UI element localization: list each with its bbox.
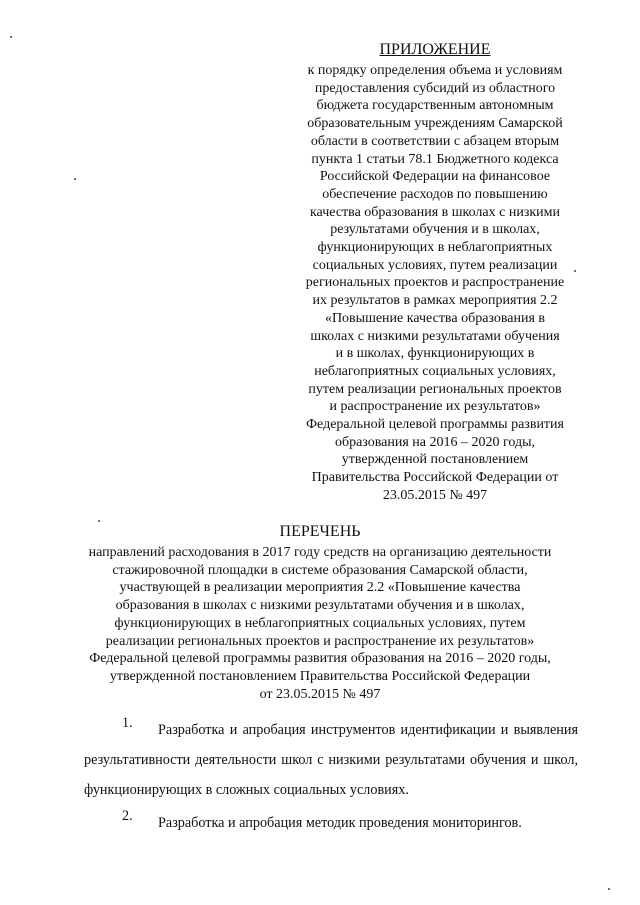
appendix-line: предоставления субсидий из областного <box>314 80 556 96</box>
appendix-line: образовательным учреждениям Самарской <box>307 116 563 132</box>
scan-speck <box>98 520 100 522</box>
list-item <box>84 808 578 838</box>
list-title-line: стажировочной площадки в системе образования Самарской области, <box>112 562 528 578</box>
appendix-line: пункта 1 статьи 78.1 Бюджетного кодекса <box>311 151 559 167</box>
appendix-line: и в школах, функционирующих в <box>335 346 535 362</box>
appendix-line: результатами обучения и в школах, <box>330 222 540 238</box>
appendix-line: утвержденной постановлением <box>341 452 529 468</box>
list-title-line: функционирующих в неблагоприятных социальных условиях, путем <box>114 615 526 631</box>
list-item-number: 2. <box>122 808 133 824</box>
list-title-line: направлений расходования в 2017 году средств на организацию деятельности <box>88 545 552 560</box>
appendix-line: Российской Федерации на финансовое <box>319 169 551 185</box>
appendix-line: неблагоприятных социальных условиях, <box>314 363 556 379</box>
appendix-line: образования на 2016 – 2020 годы, <box>334 434 536 450</box>
list-title-line: образования в школах с низкими результатами обучения и в школах, <box>115 598 525 614</box>
list-item-number: 1. <box>122 715 133 731</box>
appendix-line: социальных условиях, путем реализации <box>312 257 558 273</box>
list-title-heading: ПЕРЕЧЕНЬ <box>279 523 361 540</box>
list-title-line: Федеральной целевой программы развития образования на 2016 – 2020 годы, <box>89 651 551 667</box>
list-item-text: Разработка и апробация инструментов идентификации и выявления результативности деятельности школ с низкими результатами обучения и школ, функционирующих в сложных социальных условиях. <box>84 722 578 798</box>
scan-speck <box>574 270 576 272</box>
appendix-line: области в соответствии с абзацем вторым <box>310 133 560 149</box>
list-title-line: от 23.05.2015 № 497 <box>259 686 381 702</box>
list-item <box>84 715 578 805</box>
appendix-heading: ПРИЛОЖЕНИЕ <box>379 41 491 58</box>
appendix-line: Правительства Российской Федерации от <box>311 470 559 486</box>
appendix-line: бюджета государственным автономным <box>316 98 554 114</box>
directions-list <box>84 715 578 838</box>
appendix-line: к порядку определения объема и условиям <box>307 63 563 78</box>
appendix-line: путем реализации региональных проектов <box>308 381 562 397</box>
appendix-line: качества образования в школах с низкими <box>309 204 561 220</box>
appendix-line: Федеральной целевой программы развития <box>305 417 564 433</box>
appendix-line: региональных проектов и распространение <box>305 275 565 291</box>
appendix-block <box>290 40 580 505</box>
list-item-text: Разработка и апробация методик проведения мониторингов. <box>158 815 522 831</box>
list-title-block <box>70 522 570 703</box>
appendix-line: и распространение их результатов» <box>329 399 541 415</box>
scan-speck <box>10 36 12 38</box>
appendix-line: обеспечение расходов по повышению <box>322 186 548 202</box>
list-title-line: утвержденной постановлением Правительства Российской Федерации <box>109 668 531 684</box>
list-title-line: реализации региональных проектов и распространение их результатов» <box>105 633 535 649</box>
scan-speck <box>608 888 610 890</box>
appendix-line: «Повышение качества образования в <box>324 310 546 326</box>
scan-speck <box>74 178 76 180</box>
appendix-line: их результатов в рамках мероприятия 2.2 <box>312 293 558 309</box>
appendix-line: 23.05.2015 № 497 <box>382 487 488 503</box>
list-title-line: участвующей в реализации мероприятия 2.2 «Повышение качества <box>119 580 521 596</box>
appendix-line: школах с низкими результатами обучения <box>310 328 560 344</box>
appendix-line: функционирующих в неблагоприятных <box>317 240 553 256</box>
